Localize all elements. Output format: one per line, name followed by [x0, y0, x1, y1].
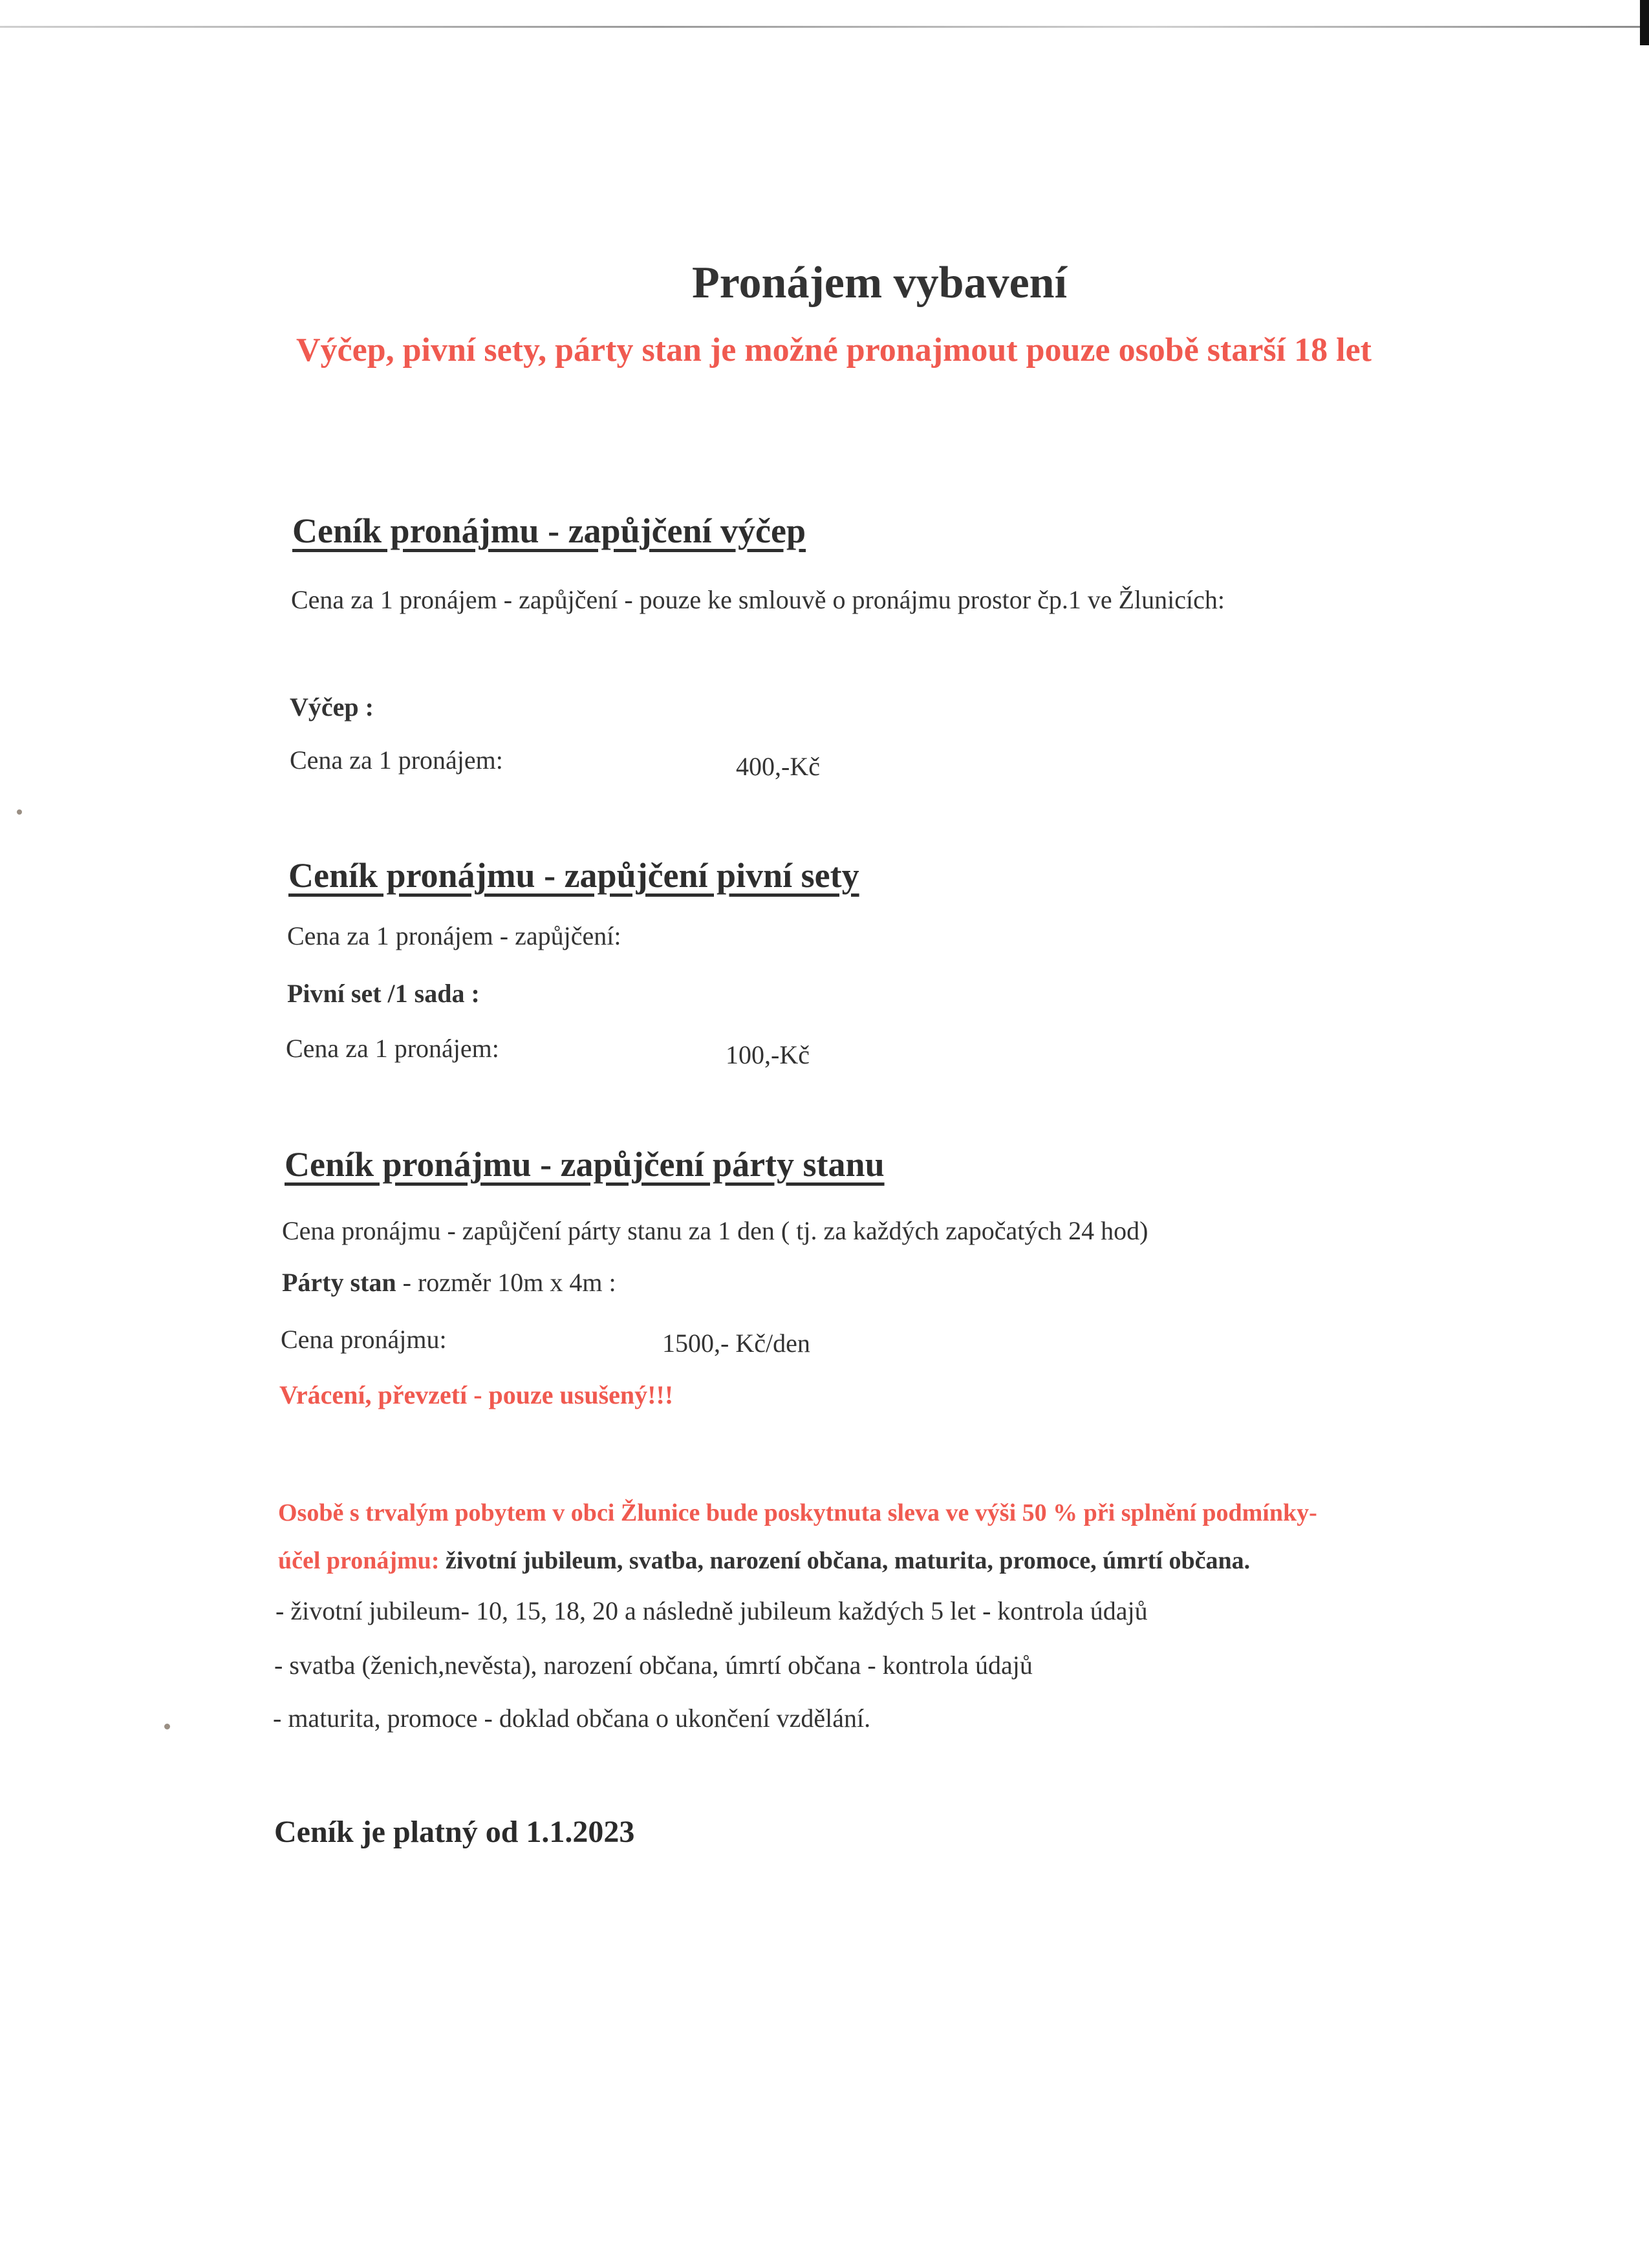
- price-label-pivni-sety: Cena za 1 pronájem:: [286, 1034, 499, 1063]
- discount-purpose-list: životní jubileum, svatba, narození občana, maturita, promoce, úmrtí občana.: [439, 1547, 1251, 1574]
- scan-speck: [164, 1724, 170, 1729]
- price-list-validity: Ceník je platný od 1.1.2023: [274, 1815, 635, 1849]
- scan-edge-line: [0, 26, 1649, 28]
- section-heading-vycep: Ceník pronájmu - zapůjčení výčep: [292, 511, 806, 550]
- item-label-party-stan: [282, 1267, 616, 1298]
- price-value-vycep: 400,-Kč: [736, 752, 820, 781]
- price-label-party-stan: Cena pronájmu:: [281, 1325, 447, 1354]
- discount-purpose-label: účel pronájmu:: [278, 1547, 440, 1574]
- age-restriction-notice: Výčep, pivní sety, párty stan je možné pronajmout pouze osobě starší 18 let: [296, 332, 1372, 369]
- price-value-pivni-sety: 100,-Kč: [726, 1040, 810, 1069]
- discount-notice-line1: Osobě s trvalým pobytem v obci Žlunice bude poskytnuta sleva ve výši 50 % při splnění podmínky-: [278, 1499, 1317, 1526]
- price-label-vycep: Cena za 1 pronájem:: [290, 745, 503, 775]
- discount-condition-maturita: - maturita, promoce - doklad občana o ukončení vzdělání.: [273, 1704, 871, 1733]
- scan-speck: [17, 809, 22, 815]
- section-heading-party-stan: Ceník pronájmu - zapůjčení párty stanu: [285, 1145, 885, 1184]
- item-name-party-stan: Párty stan: [282, 1268, 396, 1297]
- discount-notice-line2: [278, 1546, 1250, 1575]
- section-intro-party-stan: Cena pronájmu - zapůjčení párty stanu za 1 den ( tj. za každých započatých 24 hod): [282, 1216, 1148, 1245]
- return-condition-warning: Vrácení, převzetí - pouze usušený!!!: [279, 1380, 674, 1409]
- price-value-party-stan: 1500,- Kč/den: [662, 1329, 810, 1358]
- section-intro-vycep: Cena za 1 pronájem - zapůjčení - pouze ke smlouvě o pronájmu prostor čp.1 ve Žlunicích:: [291, 585, 1225, 614]
- discount-condition-jubileum: - životní jubileum- 10, 15, 18, 20 a následně jubileum každých 5 let - kontrola údajů: [275, 1596, 1148, 1625]
- item-size-party-stan: - rozměr 10m x 4m :: [396, 1268, 616, 1297]
- item-label-vycep: Výčep :: [290, 692, 374, 722]
- section-heading-pivni-sety: Ceník pronájmu - zapůjčení pivní sety: [288, 856, 859, 895]
- section-intro-pivni-sety: Cena za 1 pronájem - zapůjčení:: [287, 921, 621, 950]
- item-label-pivni-set: Pivní set /1 sada :: [287, 979, 480, 1008]
- document-title: Pronájem vybavení: [691, 258, 1068, 308]
- discount-condition-svatba: - svatba (ženich,nevěsta), narození občana, úmrtí občana - kontrola údajů: [274, 1651, 1033, 1680]
- scan-corner-mark: [1640, 0, 1649, 45]
